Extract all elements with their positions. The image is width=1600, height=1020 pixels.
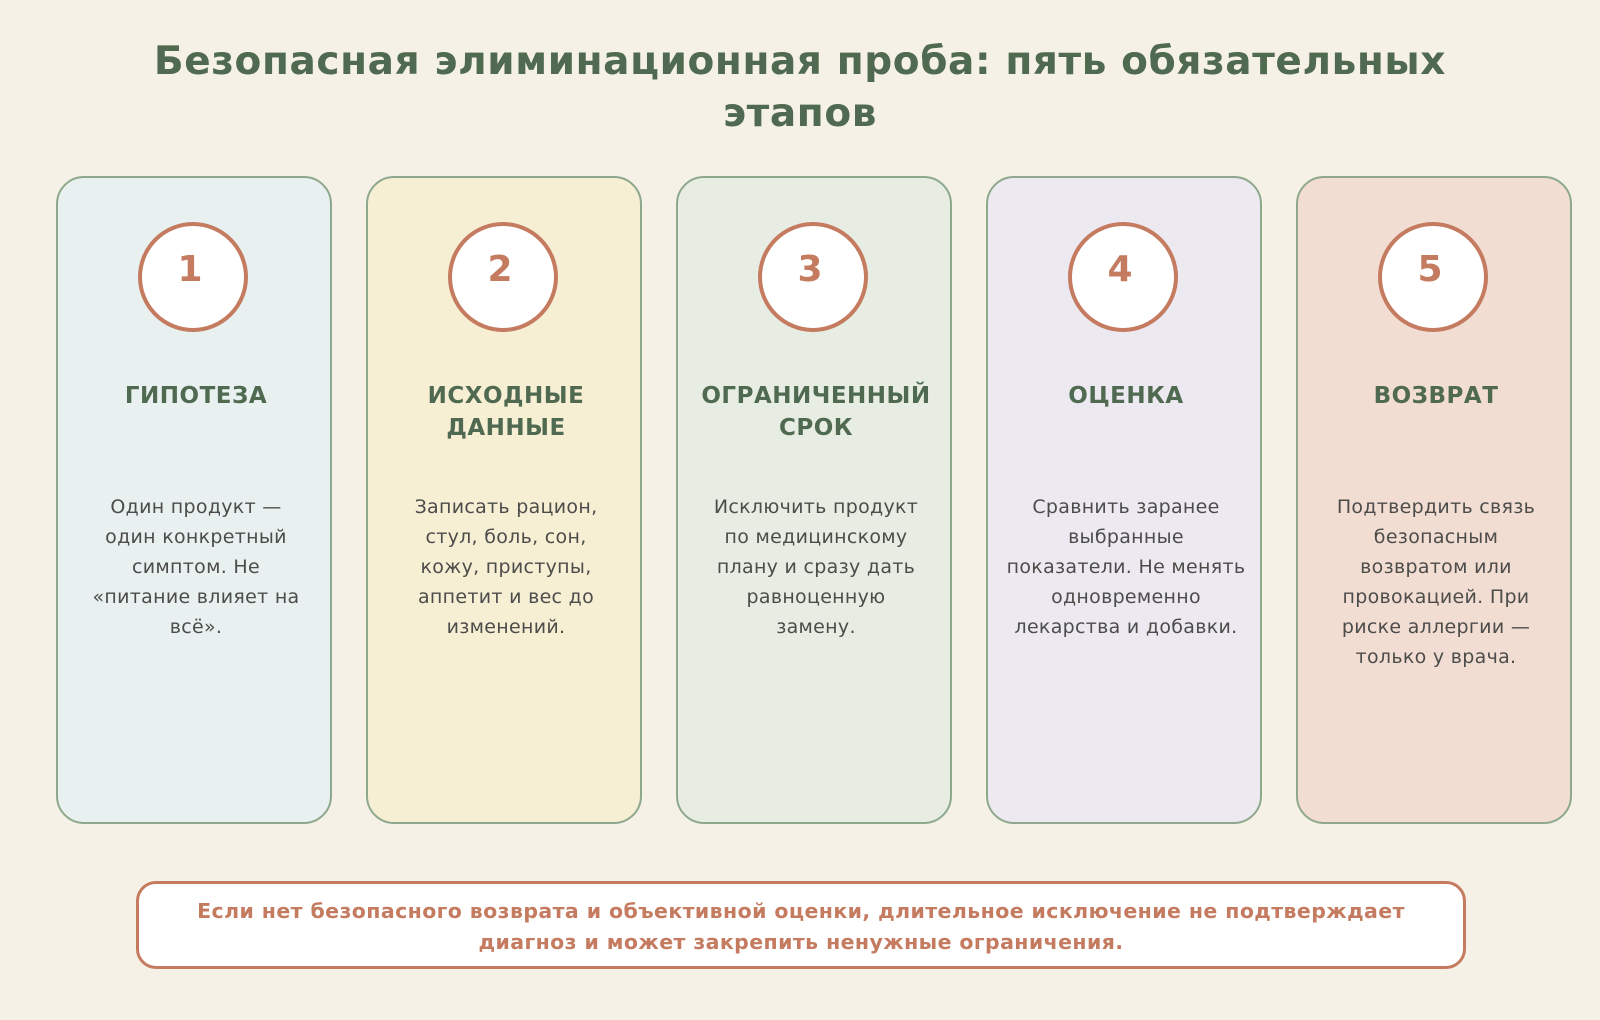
stage-number-circle	[138, 222, 248, 332]
stage-description: Записать рацион, стул, боль, сон, кожу, приступы, аппетит и вес до изменений.	[414, 496, 598, 638]
stage-number-circle	[1068, 222, 1178, 332]
stage-title: ИСХОДНЫЕ ДАННЫЕ	[427, 383, 585, 441]
warning-text: Если нет безопасного возврата и объективной оценки, длительное исключение не подтверждает диагноз и может закрепить ненужные ограничения.	[197, 899, 1405, 954]
stage-number: 5	[1417, 249, 1443, 290]
stage-description: Сравнить заранее выбранные показатели. Не менять одновременно лекарства и добавки.	[1006, 496, 1246, 638]
warning-box	[136, 881, 1466, 969]
stage-title: ОГРАНИЧЕННЫЙ СРОК	[701, 383, 931, 441]
stage-description: Исключить продукт по медицинскому плану и сразу дать равноценную замену.	[713, 496, 919, 638]
stage-card-1	[56, 176, 332, 824]
stage-number: 2	[487, 249, 513, 290]
stage-title: ОЦЕНКА	[1068, 383, 1184, 409]
page-title: Безопасная элиминационная проба: пять обязательных этапов	[153, 39, 1447, 136]
stage-title: ГИПОТЕЗА	[124, 383, 268, 409]
stage-number: 1	[177, 249, 203, 290]
stage-number: 3	[797, 249, 823, 290]
stage-description: Один продукт — один конкретный симптом. Не «питание влияет на всё».	[92, 496, 300, 638]
stage-card-2	[366, 176, 642, 824]
stage-number-circle	[1378, 222, 1488, 332]
stage-title: ВОЗВРАТ	[1373, 383, 1499, 409]
stage-number-circle	[758, 222, 868, 332]
stage-description: Подтвердить связь безопасным возвратом или провокацией. При риске аллергии — только у врача.	[1336, 496, 1536, 668]
stage-card-3	[676, 176, 952, 824]
stage-card-4	[986, 176, 1262, 824]
stage-number-circle	[448, 222, 558, 332]
stage-card-5	[1296, 176, 1572, 824]
stage-number: 4	[1107, 249, 1133, 290]
